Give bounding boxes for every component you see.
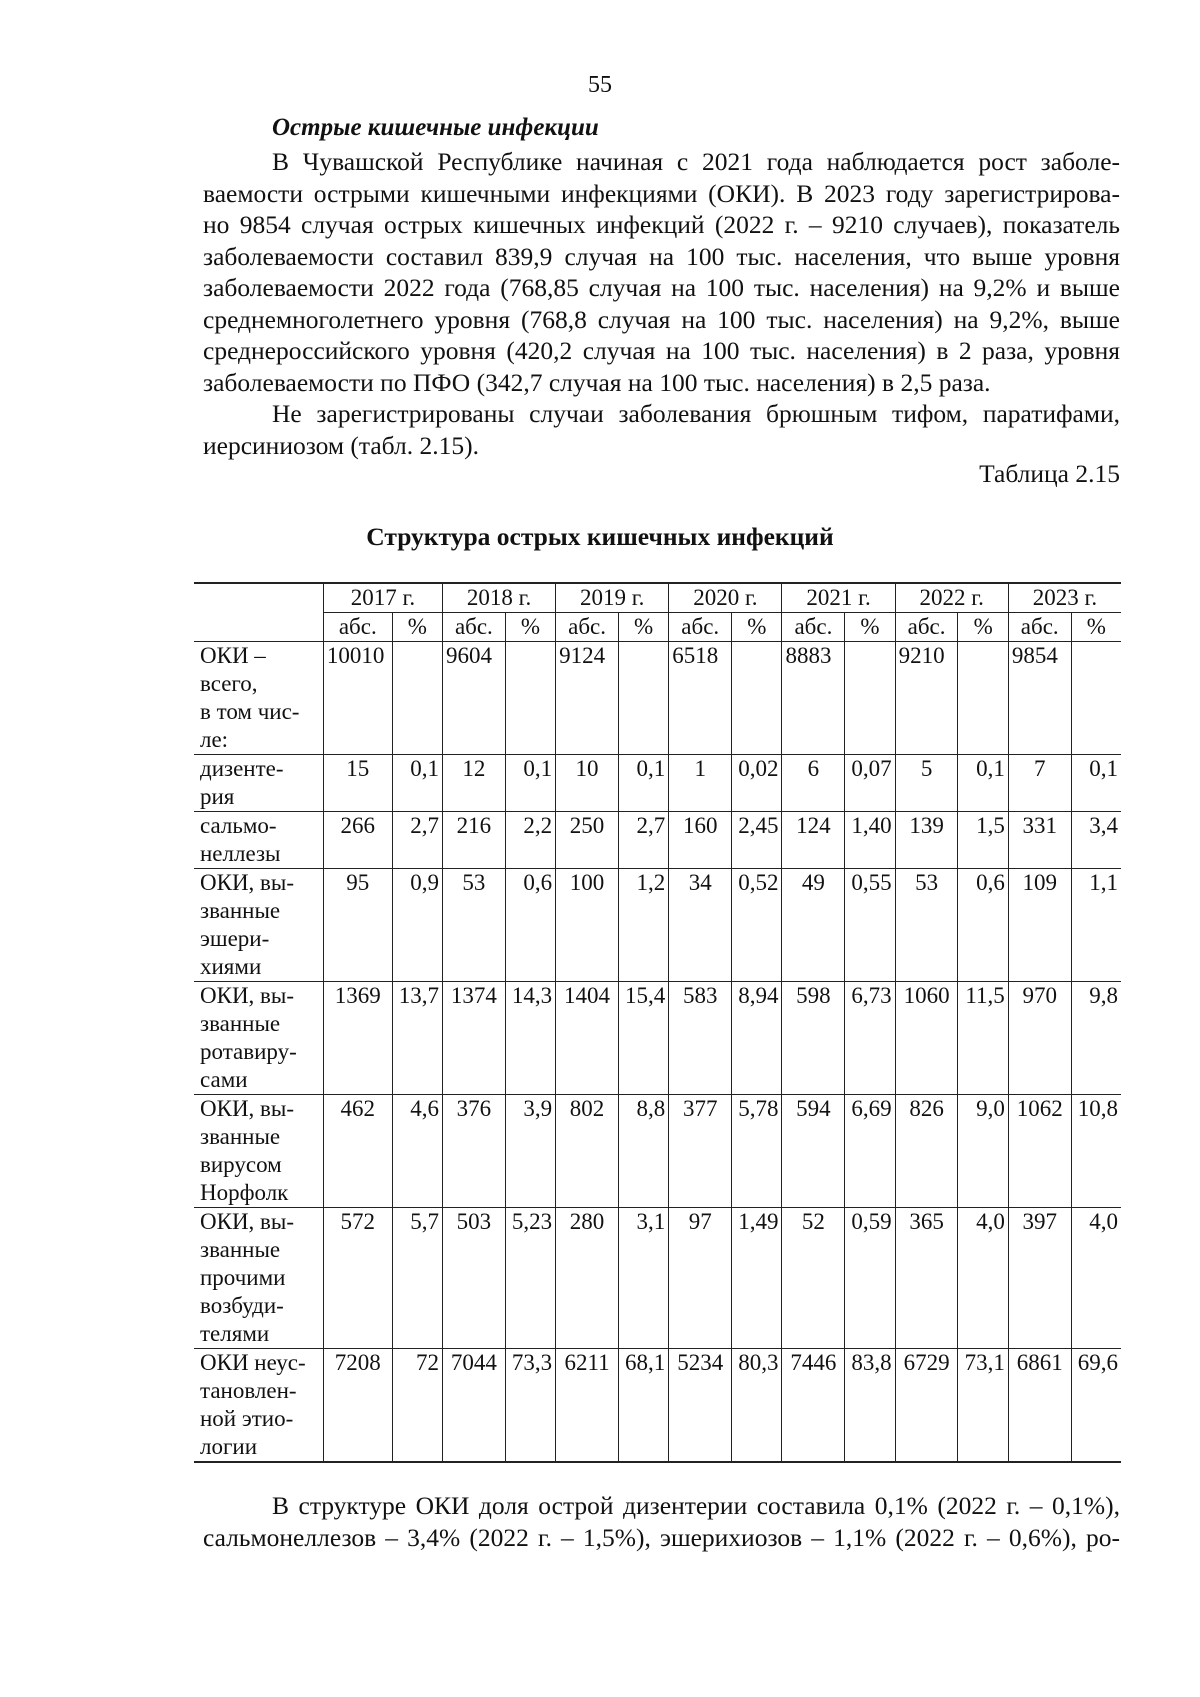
abs-cell: 5234 (669, 1349, 732, 1463)
section-title: Острые кишечные инфекции (272, 114, 599, 141)
year-header: 2021 г. (782, 583, 895, 613)
abs-header: абс. (1008, 613, 1071, 642)
abs-cell: 6518 (669, 642, 732, 755)
text-line: заболеваемости 2022 года (768,85 случая на 100 тыс. населения) на 9,2% и выше (203, 273, 1120, 302)
abs-cell: 6729 (895, 1349, 958, 1463)
row-label-line: ле: (200, 727, 229, 752)
abs-cell: 9210 (895, 642, 958, 755)
pct-cell: 6,73 (845, 982, 895, 1095)
abs-cell: 34 (669, 869, 732, 982)
abs-cell: 8883 (782, 642, 845, 755)
abs-cell: 124 (782, 812, 845, 869)
pct-header: % (392, 613, 442, 642)
pct-cell: 1,1 (1071, 869, 1121, 982)
row-label-line: телями (200, 1321, 270, 1346)
pct-cell: 73,3 (505, 1349, 555, 1463)
pct-header: % (1071, 613, 1121, 642)
row-label-line: рия (200, 784, 235, 809)
pct-cell: 14,3 (505, 982, 555, 1095)
year-header: 2017 г. (323, 583, 442, 613)
abs-cell: 53 (895, 869, 958, 982)
table-body (194, 642, 1121, 1463)
row-label-line: сальмо- (200, 813, 277, 838)
row-label-cell (194, 1349, 323, 1463)
abs-cell: 7446 (782, 1349, 845, 1463)
abs-header: абс. (442, 613, 505, 642)
paragraph-structure (203, 1490, 1120, 1553)
abs-cell: 160 (669, 812, 732, 869)
row-label-cell (194, 869, 323, 982)
abs-cell: 216 (442, 812, 505, 869)
pct-cell: 9,0 (958, 1095, 1008, 1208)
abs-cell: 572 (323, 1208, 392, 1349)
table-row (194, 982, 1121, 1095)
abs-cell: 826 (895, 1095, 958, 1208)
pct-cell (618, 642, 668, 755)
abs-cell: 1369 (323, 982, 392, 1095)
pct-cell: 6,69 (845, 1095, 895, 1208)
abs-cell: 15 (323, 755, 392, 812)
abs-cell: 49 (782, 869, 845, 982)
pct-cell: 8,94 (732, 982, 782, 1095)
pct-header: % (958, 613, 1008, 642)
text-line: В Чувашской Республике начиная с 2021 года наблюдается рост заболе- (272, 147, 1120, 176)
abs-cell: 266 (323, 812, 392, 869)
year-header: 2023 г. (1008, 583, 1121, 613)
pct-cell: 13,7 (392, 982, 442, 1095)
pct-cell: 69,6 (1071, 1349, 1121, 1463)
text-line: но 9854 случая острых кишечных инфекций (2022 г. – 9210 случаев), показатель (203, 210, 1120, 239)
abs-cell: 1062 (1008, 1095, 1071, 1208)
abs-header: абс. (669, 613, 732, 642)
row-label-line: эшери- (200, 926, 270, 951)
pct-cell: 0,59 (845, 1208, 895, 1349)
abs-cell: 802 (556, 1095, 619, 1208)
pct-cell: 80,3 (732, 1349, 782, 1463)
pct-cell: 10,8 (1071, 1095, 1121, 1208)
pct-cell: 0,07 (845, 755, 895, 812)
row-label-line: званные (200, 1124, 281, 1149)
page-number: 55 (588, 72, 612, 98)
row-label-line: возбуди- (200, 1293, 284, 1318)
year-header: 2018 г. (442, 583, 555, 613)
pct-cell: 1,2 (618, 869, 668, 982)
pct-cell (505, 642, 555, 755)
pct-cell: 5,78 (732, 1095, 782, 1208)
abs-cell: 1404 (556, 982, 619, 1095)
row-label-line: тановлен- (200, 1378, 297, 1403)
infections-table (194, 582, 1121, 1463)
abs-cell: 5 (895, 755, 958, 812)
pct-cell: 0,1 (1071, 755, 1121, 812)
abs-header: абс. (323, 613, 392, 642)
row-label-line: званные (200, 1011, 281, 1036)
row-label-line: ной этио- (200, 1406, 294, 1431)
pct-cell: 0,9 (392, 869, 442, 982)
row-label-cell (194, 982, 323, 1095)
pct-header: % (732, 613, 782, 642)
pct-header: % (845, 613, 895, 642)
text-line: заболеваемости составил 839,9 случая на 100 тыс. населения, что выше уровня (203, 241, 1120, 271)
pct-cell: 0,52 (732, 869, 782, 982)
pct-header: % (618, 613, 668, 642)
pct-cell: 2,7 (392, 812, 442, 869)
text-line: сальмонеллезов – 3,4% (2022 г. – 1,5%), эшерихиозов – 1,1% (2022 г. – 0,6%), ро- (203, 1522, 1120, 1552)
abs-cell: 280 (556, 1208, 619, 1349)
text-line: среднероссийского уровня (420,2 случая на 100 тыс. населения) в 2 раза, уровня (203, 336, 1120, 365)
abs-cell: 594 (782, 1095, 845, 1208)
pct-cell: 9,8 (1071, 982, 1121, 1095)
abs-cell: 6861 (1008, 1349, 1071, 1463)
row-label-line: логии (200, 1434, 258, 1459)
row-label-line: званные (200, 1237, 281, 1262)
abs-cell: 7044 (442, 1349, 505, 1463)
abs-cell: 7 (1008, 755, 1071, 812)
pct-cell: 15,4 (618, 982, 668, 1095)
pct-cell: 2,2 (505, 812, 555, 869)
year-header: 2022 г. (895, 583, 1008, 613)
year-header: 2020 г. (669, 583, 782, 613)
paragraph-intro (203, 146, 1120, 398)
pct-cell: 4,0 (1071, 1208, 1121, 1349)
pct-cell: 72 (392, 1349, 442, 1463)
pct-cell: 3,1 (618, 1208, 668, 1349)
pct-cell: 0,1 (958, 755, 1008, 812)
abs-cell: 598 (782, 982, 845, 1095)
abs-cell: 10010 (323, 642, 392, 755)
pct-cell: 8,8 (618, 1095, 668, 1208)
abs-cell: 9854 (1008, 642, 1071, 755)
row-label-line: сами (200, 1067, 248, 1092)
row-label-line: дизенте- (200, 756, 284, 781)
row-label-line: ОКИ, вы- (200, 870, 295, 895)
row-label-line: неллезы (200, 841, 281, 866)
row-label-line: Норфолк (200, 1180, 289, 1205)
pct-cell: 0,1 (392, 755, 442, 812)
pct-cell: 0,6 (958, 869, 1008, 982)
text-line: среднемноголетнего уровня (768,8 случая на 100 тыс. населения) на 9,2%, выше (203, 304, 1120, 334)
pct-cell: 11,5 (958, 982, 1008, 1095)
abs-cell: 365 (895, 1208, 958, 1349)
paragraph-not-registered (203, 398, 1120, 461)
row-label-line: ОКИ, вы- (200, 1209, 295, 1234)
row-label-cell (194, 1208, 323, 1349)
abs-cell: 397 (1008, 1208, 1071, 1349)
abs-cell: 377 (669, 1095, 732, 1208)
pct-cell (392, 642, 442, 755)
text-line: иерсиниозом (табл. 2.15). (203, 430, 479, 460)
text-line: В структуре ОКИ доля острой дизентерии составила 0,1% (2022 г. – 0,1%), (272, 1491, 1120, 1520)
table-row (194, 869, 1121, 982)
table-title: Структура острых кишечных инфекций (366, 522, 834, 551)
pct-cell: 2,45 (732, 812, 782, 869)
row-label-line: ОКИ, вы- (200, 1096, 295, 1121)
row-label-line: званные (200, 898, 281, 923)
abs-cell: 109 (1008, 869, 1071, 982)
row-label-line: ОКИ неус- (200, 1350, 306, 1375)
abs-cell: 12 (442, 755, 505, 812)
abs-cell: 100 (556, 869, 619, 982)
row-label-line: в том чис- (200, 699, 300, 724)
abs-cell: 970 (1008, 982, 1071, 1095)
year-header-row (194, 583, 1121, 613)
row-label-cell (194, 812, 323, 869)
abs-cell: 95 (323, 869, 392, 982)
table-row (194, 1095, 1121, 1208)
pct-cell (958, 642, 1008, 755)
abs-cell: 250 (556, 812, 619, 869)
table-row (194, 755, 1121, 812)
abs-cell: 1374 (442, 982, 505, 1095)
pct-cell: 0,1 (505, 755, 555, 812)
row-label-cell (194, 642, 323, 755)
blank-header-cell (194, 583, 323, 642)
pct-header: % (505, 613, 555, 642)
pct-cell (845, 642, 895, 755)
table-row (194, 812, 1121, 869)
row-label-cell (194, 755, 323, 812)
pct-cell: 5,23 (505, 1208, 555, 1349)
row-label-line: ротавиру- (200, 1039, 297, 1064)
row-label-line: вирусом (200, 1152, 282, 1177)
pct-cell: 68,1 (618, 1349, 668, 1463)
abs-cell: 9604 (442, 642, 505, 755)
pct-cell: 83,8 (845, 1349, 895, 1463)
pct-cell: 1,5 (958, 812, 1008, 869)
pct-cell: 3,9 (505, 1095, 555, 1208)
row-label-line: хиями (200, 954, 262, 979)
abs-cell: 1 (669, 755, 732, 812)
pct-cell: 0,02 (732, 755, 782, 812)
abs-cell: 53 (442, 869, 505, 982)
pct-cell: 0,6 (505, 869, 555, 982)
pct-cell: 0,55 (845, 869, 895, 982)
pct-cell: 4,6 (392, 1095, 442, 1208)
table-row (194, 1208, 1121, 1349)
row-label-cell (194, 1095, 323, 1208)
abs-cell: 462 (323, 1095, 392, 1208)
abs-cell: 97 (669, 1208, 732, 1349)
abs-header: абс. (782, 613, 845, 642)
pct-cell: 2,7 (618, 812, 668, 869)
pct-cell: 1,49 (732, 1208, 782, 1349)
abs-header: абс. (556, 613, 619, 642)
abs-header: абс. (895, 613, 958, 642)
unit-header-row (194, 613, 1121, 642)
abs-cell: 331 (1008, 812, 1071, 869)
text-line: Не зарегистрированы случаи заболевания брюшным тифом, паратифами, (272, 399, 1120, 428)
abs-cell: 1060 (895, 982, 958, 1095)
abs-cell: 7208 (323, 1349, 392, 1463)
row-label-line: ОКИ – (200, 643, 266, 668)
pct-cell: 5,7 (392, 1208, 442, 1349)
text-line: заболеваемости по ПФО (342,7 случая на 100 тыс. населения) в 2,5 раза. (203, 367, 991, 397)
pct-cell: 0,1 (618, 755, 668, 812)
row-label-line: всего, (200, 671, 258, 696)
pct-cell: 73,1 (958, 1349, 1008, 1463)
year-header: 2019 г. (556, 583, 669, 613)
abs-cell: 6 (782, 755, 845, 812)
table-row-total (194, 642, 1121, 755)
table-row (194, 1349, 1121, 1463)
text-line: ваемости острыми кишечными инфекциями (ОКИ). В 2023 году зарегистрирова- (203, 178, 1120, 208)
abs-cell: 6211 (556, 1349, 619, 1463)
pct-cell (732, 642, 782, 755)
abs-cell: 52 (782, 1208, 845, 1349)
abs-cell: 10 (556, 755, 619, 812)
abs-cell: 376 (442, 1095, 505, 1208)
abs-cell: 503 (442, 1208, 505, 1349)
row-label-line: прочими (200, 1265, 286, 1290)
abs-cell: 9124 (556, 642, 619, 755)
pct-cell: 3,4 (1071, 812, 1121, 869)
abs-cell: 139 (895, 812, 958, 869)
pct-cell (1071, 642, 1121, 755)
abs-cell: 583 (669, 982, 732, 1095)
pct-cell: 1,40 (845, 812, 895, 869)
pct-cell: 4,0 (958, 1208, 1008, 1349)
row-label-line: ОКИ, вы- (200, 983, 295, 1008)
table-label: Таблица 2.15 (979, 459, 1120, 488)
